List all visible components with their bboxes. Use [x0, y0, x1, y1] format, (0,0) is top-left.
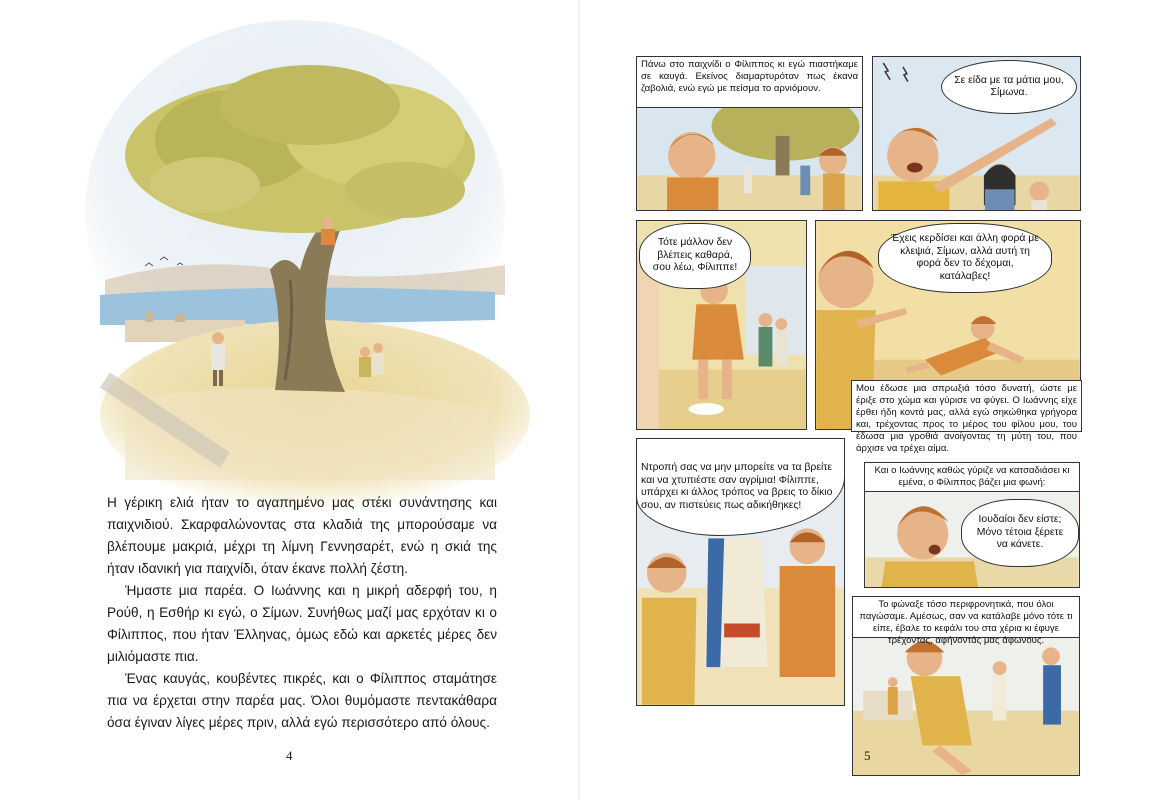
olive-tree-illustration	[85, 20, 505, 480]
comic-panel-1	[636, 56, 863, 211]
comic-panel-6	[864, 462, 1080, 588]
child-on-branch	[321, 217, 335, 245]
page-number-right: 5	[864, 748, 871, 763]
panel-5-speech-bubble: Ντροπή σας να μην μπορείτε να τα βρείτε και να χτυπιέστε σαν αγρίμια! Φίλιππε, υπάρχει κι άλλος τρόπος να βρεις το δίκιο σου, αν πιστεύεις πως αδικήθηκες!	[636, 438, 845, 536]
paragraph-3: Ένας καυγάς, κουβέντες πικρές, και ο Φίλιππος σταμάτησε πια να έρχεται στην παρέα μας. Όλοι θυμόμαστε πεντακάθαρα όσα έγιναν λίγες μέρες πριν, αλλά εγώ περισσότερο από όλους.	[107, 671, 497, 730]
paragraph-1: Η γέρικη ελιά ήταν το αγαπημένο μας στέκι συνάντησης και παιχνιδιού. Σκαρφαλώνοντας στα κλαδιά της μπορούσαμε να βλέπουμε μακριά, μέχρι τη λίμνη Γεννησαρέτ, ενώ η σκιά της ήταν ιδανική για παιχνίδι, όταν έκανε πολλή ζέστη.	[107, 495, 497, 576]
comic-panel-2	[872, 56, 1081, 211]
panel-6-caption: Και ο Ιωάννης καθώς γύριζε να κατσαδιάσει κι εμένα, ο Φίλιππος βάζει μια φωνή:	[864, 462, 1080, 492]
comic-panel-5	[636, 438, 845, 706]
comic-panel-4	[815, 220, 1081, 454]
page-number-left: 4	[286, 748, 293, 763]
comic-panel-3	[636, 220, 807, 430]
panel-3-speech-bubble: Τότε μάλλον δεν βλέπεις καθαρά, σου λέω, Φίλιππε!	[639, 223, 751, 289]
panel-1-caption: Πάνω στο παιχνίδι ο Φίλιππος κι εγώ πιαστήκαμε σε καυγά. Εκείνος διαμαρτυρόταν πως έκανα ζαβολιά, ενώ εγώ με πείσμα το αρνιόμουν.	[636, 56, 863, 108]
panel-6-speech-bubble: Ιουδαίοι δεν είστε; Μόνο τέτοια ξέρετε να κάνετε.	[961, 499, 1079, 567]
panel-7-caption: Το φώναξε τόσο περιφρονητικά, που όλοι παγώσαμε. Αμέσως, σαν να κατάλαβε μόνο τότε τι είπε, έβαλε το κεφάλι του στα χέρια κι έφυγε τρέχοντας, αφήνοντάς μας άφωνους.	[852, 596, 1080, 638]
panel-4-speech-bubble: Έχεις κερδίσει και άλλη φορά με κλεψιά, Σίμων, αλλά αυτή τη φορά δεν το δέχομαι, κατάλαβες!	[878, 223, 1052, 293]
panel-2-speech-bubble: Σε είδα με τα μάτια μου, Σίμωνα.	[941, 60, 1077, 114]
paragraph-2: Ήμαστε μια παρέα. Ο Ιωάννης και η μικρή αδερφή του, η Ρούθ, η Εσθήρ κι εγώ, ο Σίμων. Συνήθως μαζί μας ερχόταν κι ο Φίλιππος, που ήταν Έλληνας, όμως εδώ και αρκετές μέρες δεν μιλιόμαστε πια.	[107, 583, 497, 664]
panel-4-caption: Μου έδωσε μια σπρωξιά τόσο δυνατή, ώστε με έριξε στο χώμα και γύρισε να φύγει. Ο Ιωάννης είχε έρθει ήδη κοντά μας, αλλά εγώ σηκώθηκα γρήγορα και, τρέχοντας προς το μέρος του φίλου μου, του έδωσα μια γροθιά ανοίγοντας τη μύτη του, που άρχισε να τρέχει αίμα.	[851, 380, 1082, 432]
comic-panel-7	[852, 596, 1080, 776]
story-text	[107, 492, 497, 734]
